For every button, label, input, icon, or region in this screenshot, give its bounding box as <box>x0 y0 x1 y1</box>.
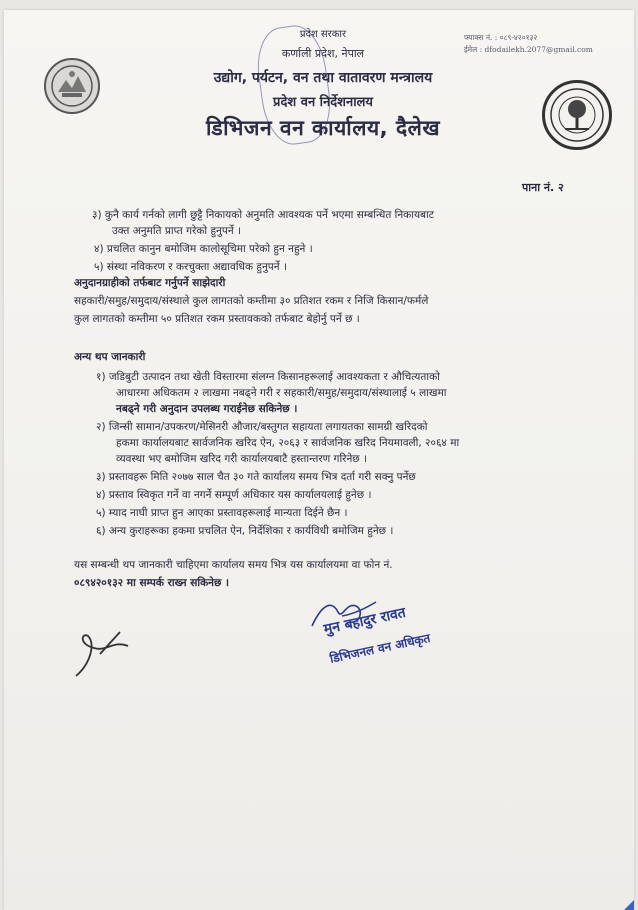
page-corner-icon <box>594 870 634 910</box>
list-item: उक्त अनुमति प्राप्त गरेको हुनुपर्ने । <box>112 225 241 237</box>
header-government: प्रदेश सरकार <box>299 29 347 40</box>
list-item: ५) म्याद नाघी प्राप्त हुन आएका प्रस्तावहरूलाई मान्यता दिईने छैन । <box>96 507 348 519</box>
list-item: आधारमा अधिकतम २ लाखमा नबढ्ने गरी र सहकारी/समुह/समुदाय/संस्थालाई ५ लाखमा <box>116 387 447 399</box>
closing-line: ०८९४२०१३२ मा सम्पर्क राख्न सकिनेछ । <box>74 577 229 589</box>
officer-name: मुन बहादुर रावत <box>322 604 408 638</box>
list-item: ६) अन्य कुराहरूका हकमा प्रचलित ऐन, निर्देशिका र कार्यविधी बमोजिम हुनेछ । <box>96 525 394 537</box>
list-item: ४) प्रस्ताव स्विकृत गर्ने वा नगर्ने सम्पूर्ण अधिकार यस कार्यालयलाई हुनेछ । <box>96 489 372 501</box>
contact-email: ईमेल : dfodailekh.2077@gmail.com <box>464 45 593 54</box>
list-item: ३) प्रस्तावहरू मिति २०७७ साल चैत ३० गते कार्यालय समय भित्र दर्ता गरी सक्नु पर्नेछ <box>96 471 416 483</box>
header-office-title: डिभिजन वन कार्यालय, दैलेख <box>205 116 441 140</box>
left-signature-icon <box>70 624 140 688</box>
list-item: नबढ्ने गरी अनुदान उपलब्ध गराईनेछ सकिनेछ । <box>116 403 298 415</box>
header-directorate: प्रदेश वन निर्देशनालय <box>273 95 373 110</box>
share-text-line: सहकारी/समुह/समुदाय/संस्थाले कुल लागतको कम्तीमा ३० प्रतिशत रकम र निजि किसान/फर्मले <box>74 295 429 307</box>
list-item: ३) कुनै कार्य गर्नको लागी छुट्टै निकायको अनुमति आवश्यक पर्ने भएमा सम्बन्धित निकायबाट <box>92 209 435 221</box>
list-item: ४) प्रचलित कानुन बमोजिम कालोसूचिमा परेको हुन नहुने । <box>94 243 313 255</box>
list-item: ५) संस्था नविकरण र करचुक्ता अद्यावधिक हुनुपर्ने । <box>94 261 287 273</box>
contact-phone: फ्याक्स नं. : ०८९-४२०१३२ <box>464 33 538 42</box>
other-info-heading: अन्य थप जानकारी <box>74 351 146 363</box>
share-text-line: कुल लागतको कम्तीमा ५० प्रतिशत रकम प्रस्तावकको तर्फबाट बेहोर्नु पर्ने छ । <box>74 313 360 325</box>
header-ministry: उद्योग, पर्यटन, वन तथा वातावरण मन्त्रालय <box>213 70 433 86</box>
page-number: पाना नं. २ <box>522 181 564 194</box>
letter-page <box>4 10 634 910</box>
list-item: व्यवस्था भए बमोजिम खरिद गरी कार्यालयबाटै हस्तान्तरण गरिनेछ । <box>116 453 367 465</box>
header-province: कर्णाली प्रदेश, नेपाल <box>281 47 365 60</box>
share-heading: अनुदानग्राहीको तर्फबाट गर्नुपर्ने साझेदारी <box>74 277 226 289</box>
list-item: हकमा कार्यालयबाट सार्वजनिक खरिद ऐन, २०६३ र सार्वजनिक खरिद नियमावली, २०६४ मा <box>116 437 460 449</box>
list-item: १) जडिबुटी उत्पादन तथा खेती विस्तारमा संलग्न किसानहरूलाई आवश्यकता र औचित्यताको <box>96 371 440 383</box>
closing-line: यस सम्बन्धी थप जानकारी चाहिएमा कार्यालय समय भित्र यस कार्यालयमा वा फोन नं. <box>74 559 393 571</box>
list-item: २) जिन्सी सामान/उपकरण/मेसिनरी औजार/बस्तुगत सहायता लगायतका सामग्री खरिदको <box>96 421 428 433</box>
officer-title: डिभिजनल वन अधिकृत <box>328 630 432 666</box>
